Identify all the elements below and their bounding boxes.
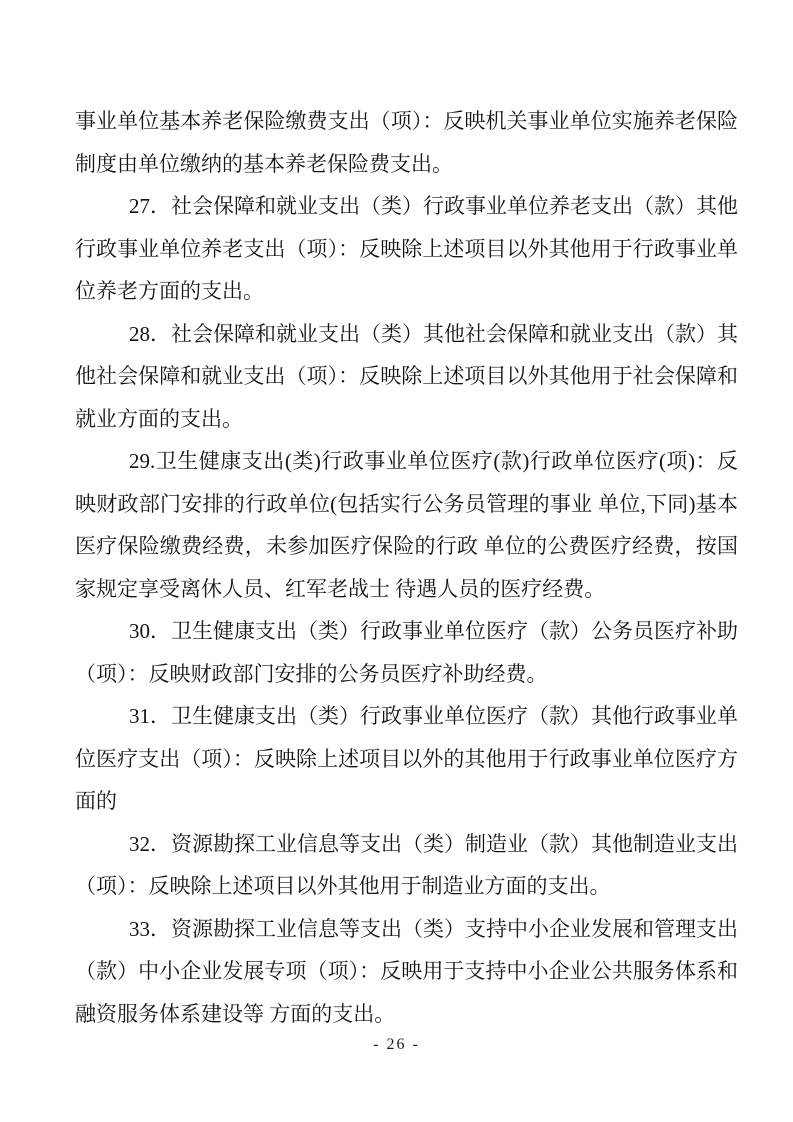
paragraph-item-30: 30．卫生健康支出（类）行政事业单位医疗（款）公务员医疗补助（项）：反映财政部门安排的公务员医疗补助经费。 bbox=[75, 619, 738, 686]
paragraph-item-29: 29.卫生健康支出(类)行政事业单位医疗(款)行政单位医疗(项)：反映财政部门安排的行政单位(包括实行公务员管理的事业 单位,下同)基本医疗保险缴费经费，未参加医疗保险的行政 单位的公费医疗经费，按国家规定享受离休人员、红军老战士 待遇人员的医疗经费。 bbox=[75, 449, 738, 601]
paragraph-intro-continuation: 事业单位基本养老保险缴费支出（项）：反映机关事业单位实施养老保险制度由单位缴纳的基本养老保险费支出。 bbox=[75, 109, 738, 176]
document-body bbox=[75, 100, 738, 1035]
page-number: - 26 - bbox=[373, 1036, 420, 1053]
paragraph-item-31: 31．卫生健康支出（类）行政事业单位医疗（款）其他行政事业单位医疗支出（项）：反映除上述项目以外的其他用于行政事业单位医疗方面的 bbox=[75, 704, 738, 813]
paragraph-item-28: 28．社会保障和就业支出（类）其他社会保障和就业支出（款）其他社会保障和就业支出（项）：反映除上述项目以外其他用于社会保障和就业方面的支出。 bbox=[75, 321, 738, 431]
paragraph-item-32: 32．资源勘探工业信息等支出（类）制造业（款）其他制造业支出（项）：反映除上述项目以外其他用于制造业方面的支出。 bbox=[75, 831, 738, 898]
paragraph-item-27: 27．社会保障和就业支出（类）行政事业单位养老支出（款）其他行政事业单位养老支出（项）：反映除上述项目以外其他用于行政事业单位养老方面的支出。 bbox=[75, 194, 738, 303]
paragraph-item-33: 33．资源勘探工业信息等支出（类）支持中小企业发展和管理支出（款）中小企业发展专项（项）：反映用于支持中小企业公共服务体系和融资服务体系建设等 方面的支出。 bbox=[75, 916, 738, 1026]
